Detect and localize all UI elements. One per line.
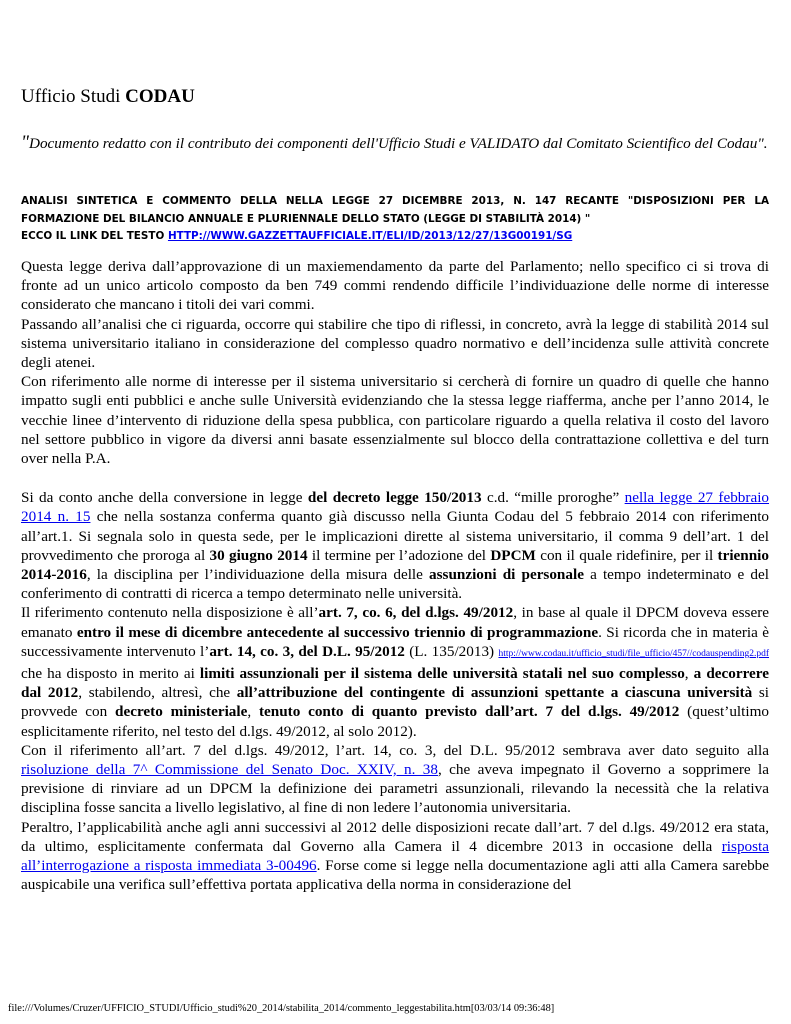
bold-run: decreto ministeriale <box>115 703 248 721</box>
bold-run: del decreto legge 150/2013 <box>307 489 482 507</box>
bold-run: tenuto conto di quanto previsto dall’art. 7 del d.lgs. 49/2012 <box>258 703 680 721</box>
text-run: , <box>684 665 694 683</box>
text-run: . Si ricorda che in materia è successivamente intervenuto l’ <box>21 623 769 660</box>
paragraph-2: Passando all’analisi che ci riguarda, occorre qui stabilire che tipo di riflessi, in concreto, avrà la legge di stabilità 2014 sul sistema universitario italiano in considerazione del complesso quadro normativo e dell’incidenza sulle attività concrete degli atenei. <box>21 315 769 372</box>
interrogazione-link[interactable]: risposta all’interrogazione a risposta immediata 3-00496 <box>21 837 769 875</box>
text-run: , <box>247 703 259 721</box>
paragraph-3: Con riferimento alle norme di interesse per il sistema universitario si cercherà di fornire un quadro di quelle che hanno impatto sugli enti pubblici e anche sulle Università evidenziando che la stessa legge riafferma, anche per l’anno 2014, le vecchie linee d’intervento di riduzione della spesa pubblica, con particolare riguardo a quella relativa il costo del lavoro nel settore pubblico in vigore da diversi anni basate essenzialmente sul blocco della contrattazione collettiva e del turn over nella P.A. <box>21 373 769 468</box>
text-run: il termine per l’adozione del <box>307 546 491 564</box>
legge-15-link[interactable]: nella legge 27 febbraio 2014 n. 15 <box>21 489 770 526</box>
text-run: (quest’ultimo esplicitamente riferito, nel testo del d.lgs. 49/2012, al solo 2012). <box>21 703 769 740</box>
bold-run: art. 7, co. 6, del d.lgs. 49/2012 <box>318 604 514 622</box>
page-title <box>21 86 195 108</box>
codau-spending-link[interactable]: http://www.codau.it/ufficio_studi/file_ufficio/457//codauspending2.pdf <box>498 648 769 659</box>
paragraph-5 <box>21 603 769 740</box>
senato-resolution-link[interactable]: risoluzione della 7^ Commissione del Senato Doc. XXIV, n. 38 <box>21 761 438 779</box>
paragraph-gap <box>21 468 769 488</box>
bold-run: art. 14, co. 3, del D.L. 95/2012 <box>209 642 405 660</box>
bold-run: limiti assunzionali per il sistema delle università statali nel suo complesso <box>199 665 685 683</box>
analysis-link-label: ECCO IL LINK DEL TESTO <box>21 230 165 242</box>
text-run: , in base al quale il DPCM doveva essere emanato <box>21 604 769 641</box>
text-run: che nella sostanza conferma quanto già discusso nella Giunta Codau del 5 febbraio 2014 con riferimento all’art.1. Si segnala solo in questa sede, per le implicazioni dirette al sistema universitario, il comma 9 dell’art. 1 del provvedimento che proroga al <box>21 508 770 564</box>
paragraph-1: Questa legge deriva dall’approvazione di un maxiemendamento da parte del Parlamento; nello specifico ci si trova di fronte ad un unico articolo composto da ben 749 commi rendendo difficile l’individuazione delle norme di interesse considerato che mancano i titoli dei vari commi. <box>21 258 769 314</box>
validation-text: Documento redatto con il contributo dei componenti dell'Ufficio Studi e VALIDATO dal Comitato Scientifico del Codau". <box>28 135 768 152</box>
paragraph-4 <box>21 488 769 603</box>
text-run: , stabilendo, altresì, che <box>78 684 237 702</box>
bold-run: all’attribuzione del contingente di assunzioni spettante a ciascuna università <box>236 684 753 702</box>
analysis-title: ANALISI SINTETICA E COMMENTO DELLA NELLA LEGGE 27 DICEMBRE 2013, N. 147 RECANTE "DISPOSIZIONI PER LA FORMAZIONE DEL BILANCIO ANNUALE E PLURIENNALE DELLO STATO (LEGGE DI STABILITÀ 2014) " <box>21 195 769 225</box>
validation-note <box>21 133 769 154</box>
bold-run: assunzioni di personale <box>429 566 584 584</box>
bold-run: 30 giugno 2014 <box>209 546 308 564</box>
analysis-link-line <box>21 228 769 246</box>
org-name: CODAU <box>125 86 195 107</box>
document-body <box>21 257 769 895</box>
gazzetta-link[interactable]: HTTP://WWW.GAZZETTAUFFICIALE.IT/ELI/ID/2013/12/27/13G00191/SG <box>167 230 573 242</box>
text-run: c.d. “mille proroghe” <box>481 489 625 507</box>
bold-run: DPCM <box>490 546 536 564</box>
bold-run: a decorrere dal 2012 <box>21 665 770 702</box>
text-run: Peraltro, l’applicabilità anche agli anni successivi al 2012 delle disposizioni recate dall’art. 7 del d.lgs. 49/2012 era stata, da ultimo, esplicitamente confermata dal Governo alla Camera il 4 dicembre 2013 in occasione della <box>21 818 769 855</box>
paragraph-7 <box>21 818 769 895</box>
text-run: con il quale ridefinire, per il <box>535 546 718 564</box>
text-run: Si da conto anche della conversione in legge <box>21 489 308 507</box>
quote-mark: " <box>21 132 29 153</box>
paragraph-6 <box>21 741 769 818</box>
text-run: Con il riferimento all’art. 7 del d.lgs. 49/2012, l’art. 14, co. 3, del D.L. 95/2012 sembrava aver dato seguito alla <box>21 741 769 759</box>
text-run: che ha disposto in merito ai <box>21 665 200 683</box>
text-run: a tempo indeterminato e del conferimento di contratti di ricerca a tempo determinato nelle università. <box>21 566 769 603</box>
analysis-heading <box>21 193 769 246</box>
text-run: si provvede con <box>21 684 769 721</box>
bold-run: entro il mese di dicembre antecedente al successivo triennio di programmazione <box>76 623 599 641</box>
text-run: , che aveva impegnato il Governo a sopprimere la previsione di rinviare ad un DPCM la definizione dei parametri assunzionali, rilevando la necessità che la relativa disciplina fosse sancita a livello legislativo, al fine di non ledere l’autonomia universitaria. <box>21 761 769 817</box>
bold-run: triennio 2014-2016 <box>21 546 769 584</box>
text-run: Il riferimento contenuto nella disposizione è all’ <box>21 604 319 622</box>
text-run: . Forse come si legge nella documentazione agli atti alla Camera sarebbe auspicabile una verifica sull’effettiva portata applicativa della norma in considerazione del <box>21 857 770 894</box>
text-run: (L. 135/2013) <box>404 642 499 660</box>
text-run: , la disciplina per l’individuazione della misura delle <box>86 566 430 584</box>
file-path-footer: file:///Volumes/Cruzer/UFFICIO_STUDI/Ufficio_studi%20_2014/stabilita_2014/commento_leggestabilita.htm[03/03/14 09:36:48] <box>8 1003 555 1014</box>
office-name: Ufficio Studi <box>21 86 121 107</box>
